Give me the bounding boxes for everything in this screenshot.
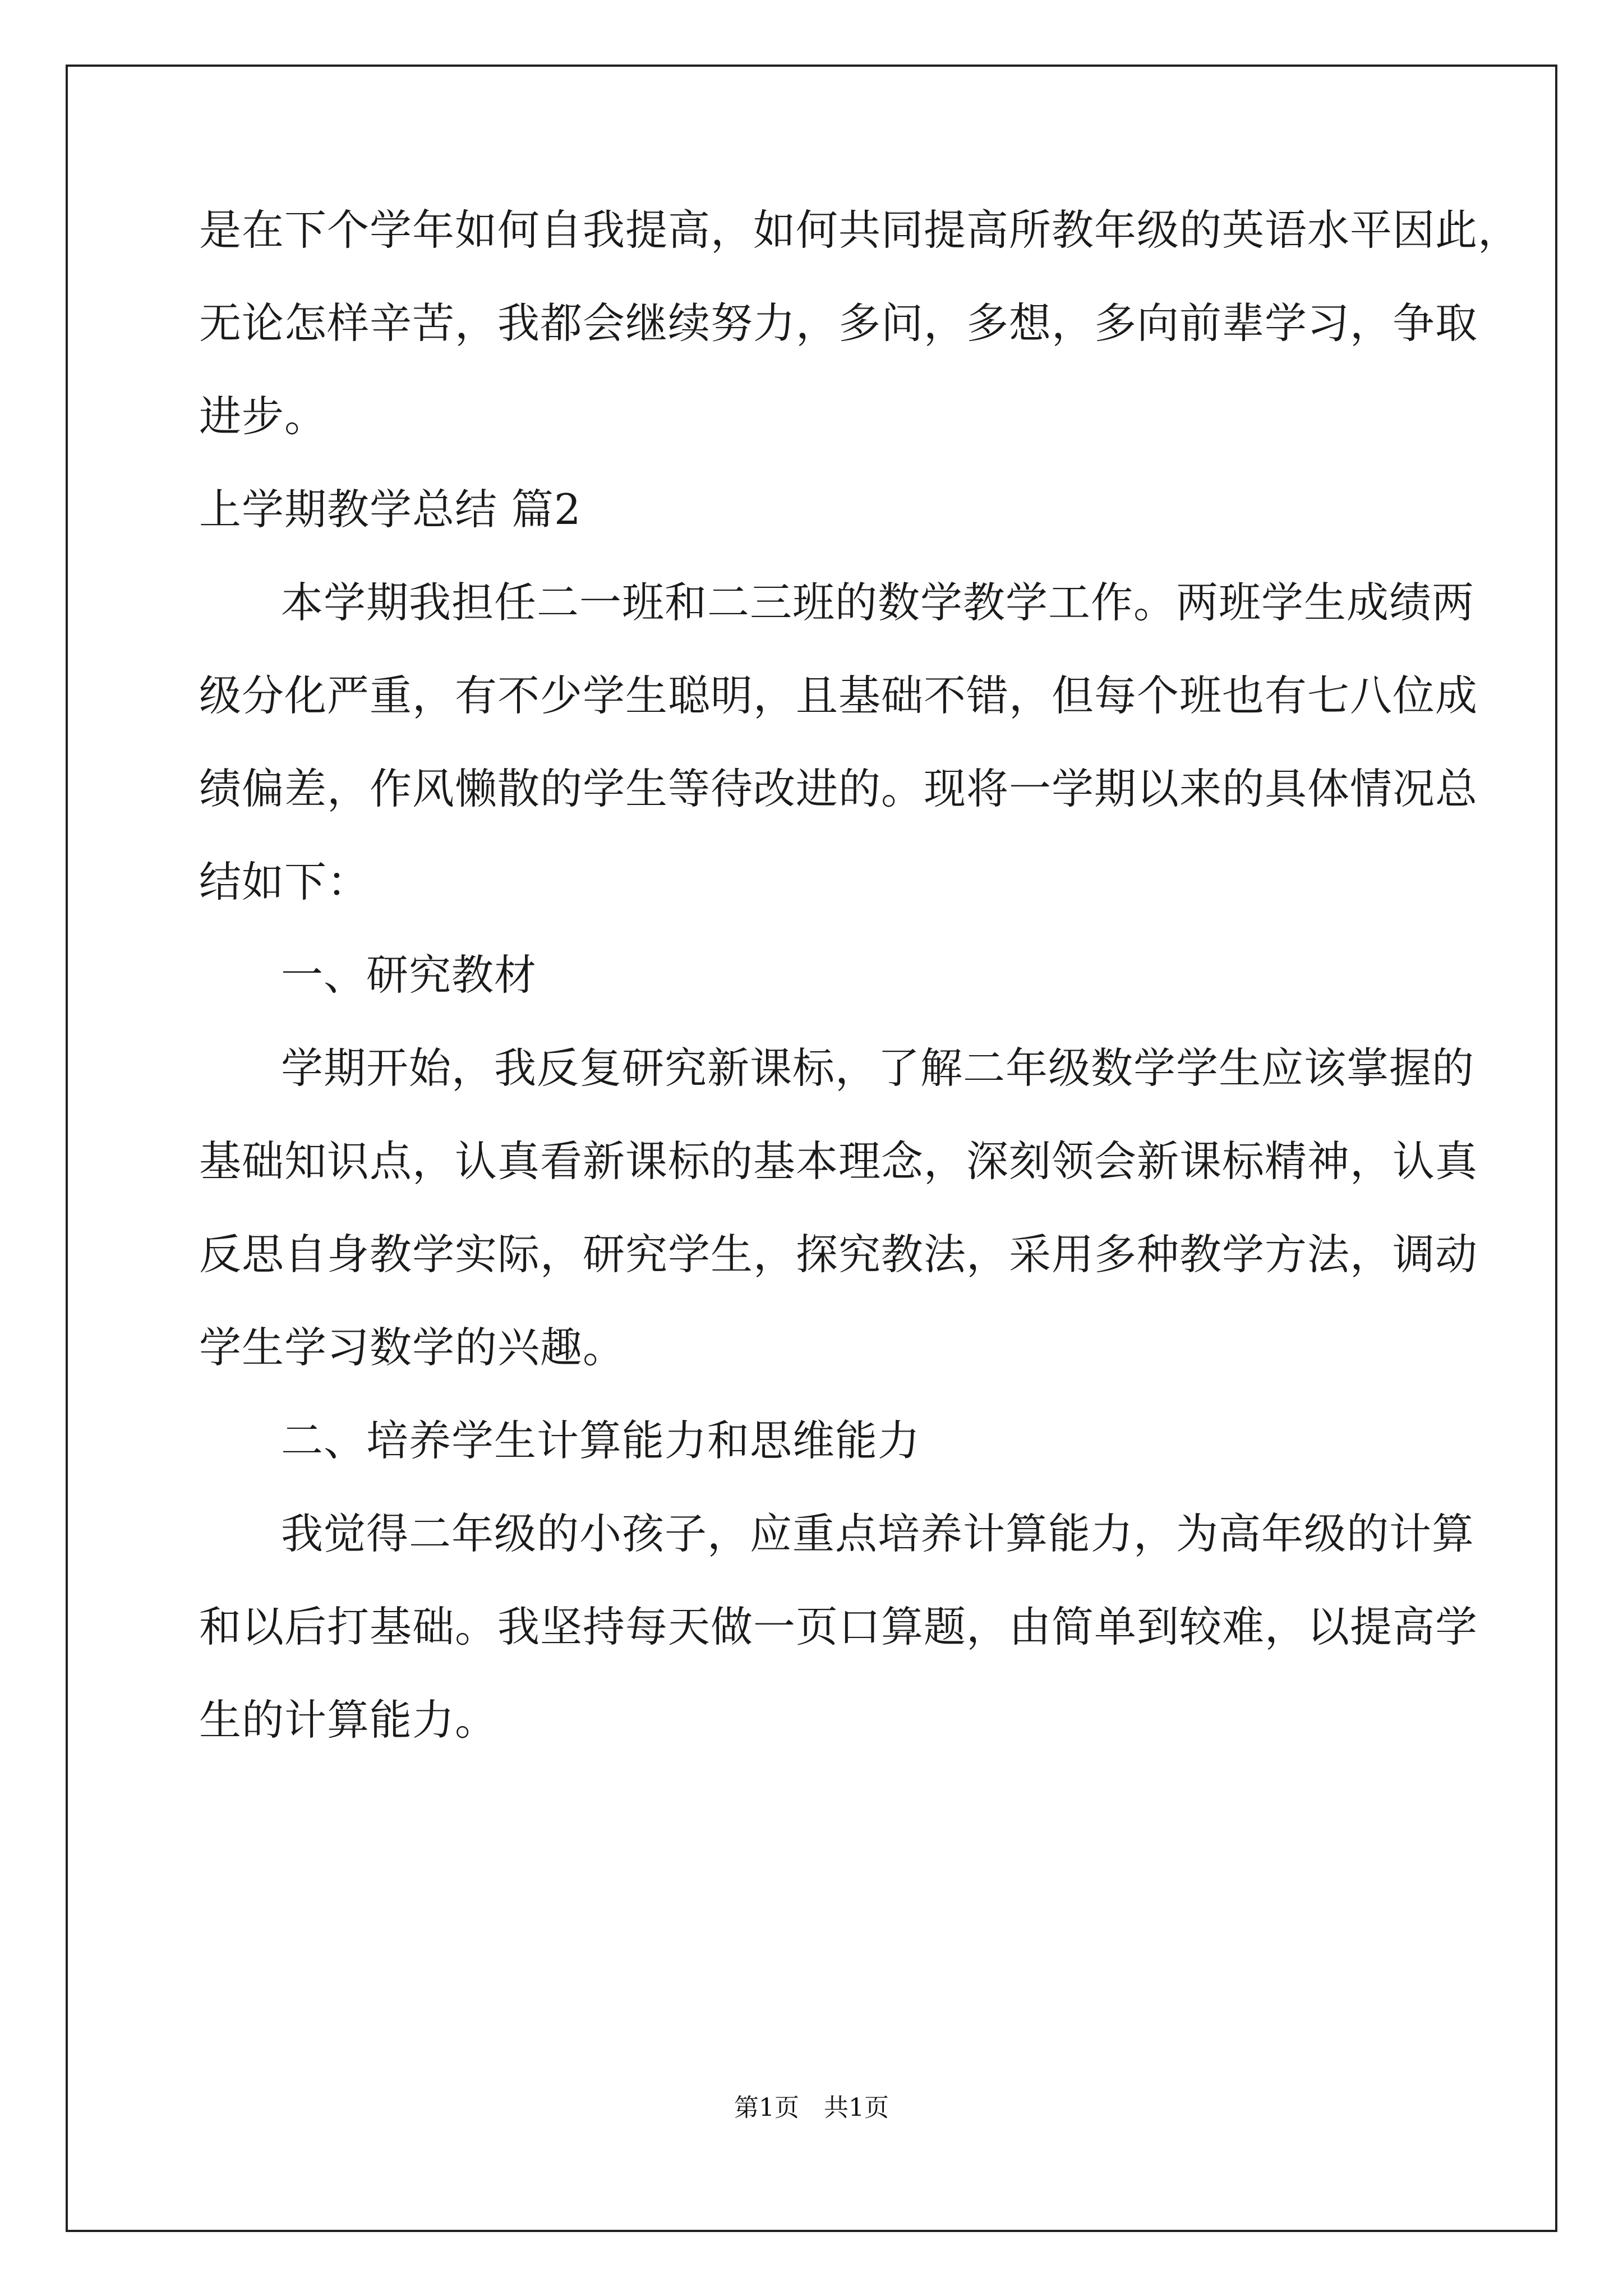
- section-heading: 上学期教学总结 篇2: [199, 485, 582, 534]
- page-footer: 第1页 共1页: [734, 2093, 889, 2122]
- subsection-heading: 二、培养学生计算能力和思维能力: [281, 1416, 921, 1465]
- paragraph-line: 本学期我担任二一班和二三班的数学教学工作。两班学生成绩两: [281, 578, 1475, 627]
- paragraph-line: 结如下：: [199, 857, 370, 907]
- paragraph-line: 反思自身教学实际，研究学生，探究教法，采用多种教学方法，调动: [199, 1230, 1478, 1279]
- paragraph-line: 学期开始，我反复研究新课标，了解二年级数学学生应该掌握的: [281, 1043, 1475, 1093]
- paragraph-line: 绩偏差，作风懒散的学生等待改进的。现将一学期以来的具体情况总: [199, 764, 1478, 813]
- paragraph-line: 基础知识点，认真看新课标的基本理念，深刻领会新课标精神，认真: [199, 1137, 1478, 1186]
- paragraph-line: 和以后打基础。我坚持每天做一页口算题，由简单到较难，以提高学: [199, 1602, 1478, 1651]
- paragraph-line: 我觉得二年级的小孩子，应重点培养计算能力，为高年级的计算: [281, 1509, 1475, 1558]
- paragraph-line: 级分化严重，有不少学生聪明，且基础不错，但每个班也有七八位成: [199, 671, 1478, 720]
- paragraph-line: 学生学习数学的兴趣。: [199, 1323, 626, 1372]
- subsection-heading: 一、研究教材: [281, 950, 537, 1000]
- text-line: 是在下个学年如何自我提高，如何共同提高所教年级的英语水平因此，: [199, 205, 1521, 255]
- text-line: 进步。: [199, 392, 328, 441]
- paragraph-line: 生的计算能力。: [199, 1695, 498, 1745]
- text-line: 无论怎样辛苦，我都会继续努力，多问，多想，多向前辈学习，争取: [199, 298, 1478, 348]
